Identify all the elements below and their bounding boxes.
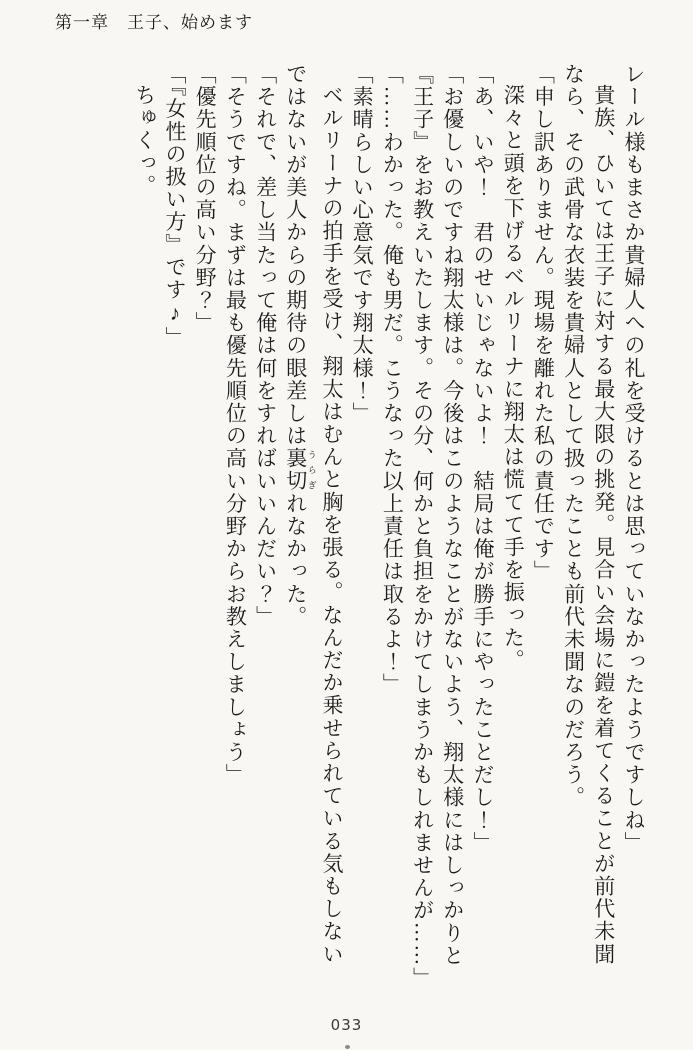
text-line: 「あ、いや！ 君のせいじゃないよ！ 結局は俺が勝手にやったことだし！」: [470, 63, 495, 854]
text-line: ではないが美人からの期待の眼差しは裏切 うらぎれなかった。: [283, 63, 317, 629]
text-line: 『王子』をお教えいたします。その分、何かと負担をかけてしまうかもしれませんが……」: [410, 63, 435, 990]
text-line: 「申し訳ありません。現場を離れた私の責任です」: [531, 63, 556, 583]
text-line: 「そうですね。まずは最も優先順位の高い分野からお教えしましょう」: [223, 63, 248, 787]
text-line: 「素晴らしい心意気です翔太様！」: [350, 63, 375, 425]
text-line: 貴族、ひいては王子に対する最大限の挑発。見合い会場に鎧を着てくることが前代未聞: [591, 84, 616, 966]
page-number: 033: [330, 1016, 363, 1034]
text-line: 「お優しいのですね翔太様は。今後はこのようなことがないよう、翔太様にはしっかりと: [440, 63, 465, 967]
text-line: 「……わかった。俺も男だ。こうなった以上責任は取るよ！」: [380, 63, 405, 696]
text-line: ちゅくっ。: [132, 84, 157, 197]
text-line: レール様もまさか貴婦人への礼を受けるとは思っていなかったようですしね」: [622, 63, 646, 854]
main-text: [130, 63, 649, 1007]
text-line: 「優先順位の高い分野？」: [193, 63, 218, 335]
text-line: ベルリーナの拍手を受け、翔太はむんと胸を張る。なんだか乗せられている気もしない: [319, 84, 344, 966]
page-bottom-mark: [345, 1045, 350, 1049]
text-line: 「それで、差し当たって俺は何をすればいいんだい？」: [253, 63, 278, 628]
chapter-header: 第一章 王子、始めます: [55, 13, 253, 32]
text-line: 「『女性の扱い方』です♪」: [162, 63, 187, 350]
text-line: なら、その武骨な衣装を貴婦人として扱ったことも前代未聞なのだろう。: [561, 63, 586, 809]
text-line: 深々と頭を下げるベルリーナに翔太は慌てて手を振った。: [501, 84, 526, 672]
